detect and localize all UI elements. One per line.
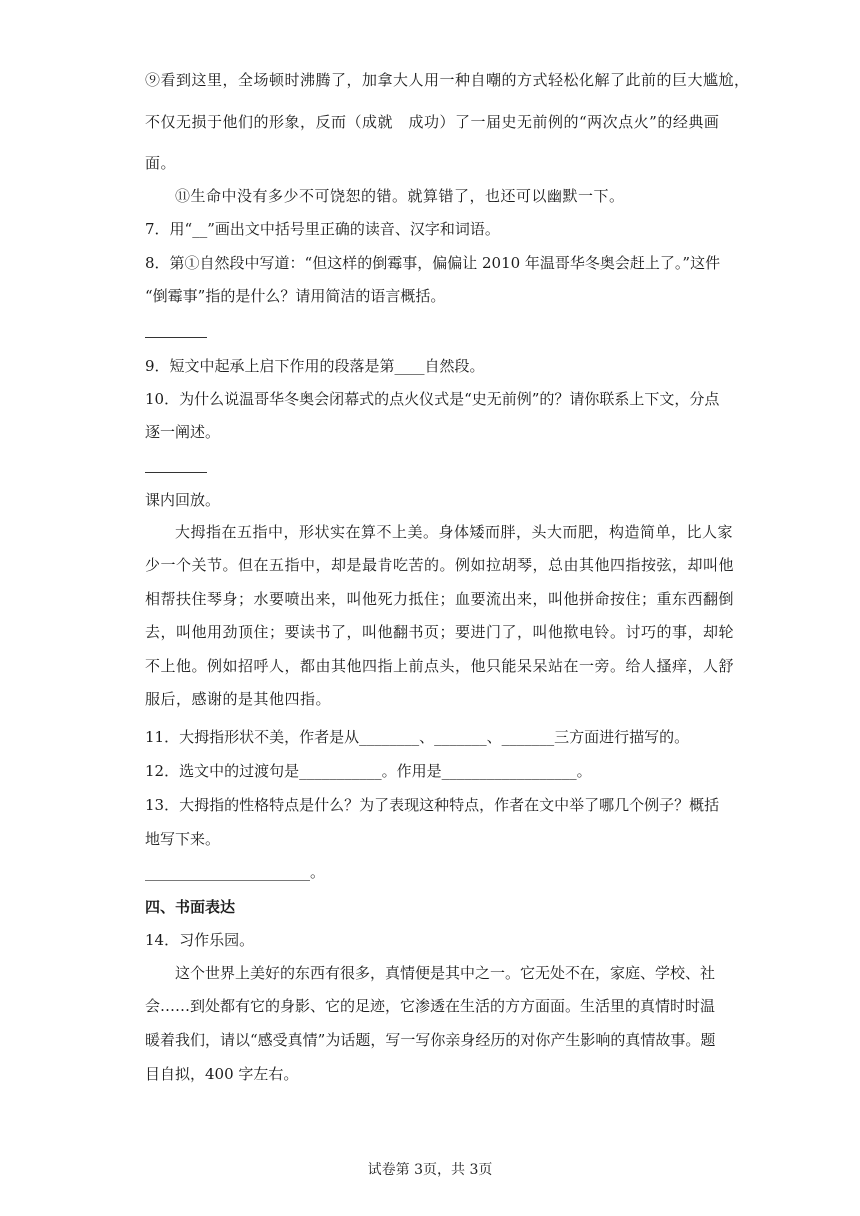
passage-paragraph-9-line-3: 面。 <box>145 154 177 172</box>
question-10-line-1: 10．为什么说温哥华冬奥会闭幕式的点火仪式是“史无前例”的？请你联系上下文，分点 <box>145 390 720 408</box>
review-passage-line-5: 不上他。例如招呼人，都由其他四指上前点头，他只能呆呆站在一旁。给人搔痒，人舒 <box>145 657 735 675</box>
review-passage-line-4: 去，叫他用劲顶住；要读书了，叫他翻书页；要进门了，叫他揿电铃。讨巧的事，却轮 <box>145 623 735 641</box>
passage-paragraph-9-line-1: ⑨看到这里，全场顿时沸腾了，加拿大人用一种自嘲的方式轻松化解了此前的巨大尴尬， <box>145 71 750 89</box>
question-11: 11．大拇指形状不美，作者是从________、_______、_______三方面进行描写的。 <box>145 728 690 746</box>
answer-line-q10 <box>145 472 207 473</box>
question-10-line-2: 逐一阐述。 <box>145 423 221 441</box>
essay-prompt-line-4: 目自拟，400 字左右。 <box>145 1065 299 1083</box>
review-passage-line-1: 大拇指在五指中，形状实在算不上美。身体矮而胖，头大而肥，构造简单，比人家 <box>175 523 734 541</box>
passage-paragraph-11: ⑪生命中没有多少不可饶恕的错。就算错了，也还可以幽默一下。 <box>175 187 625 205</box>
essay-prompt-line-3: 暖着我们，请以“感受真情”为话题，写一写你亲身经历的对你产生影响的真情故事。题 <box>145 1031 716 1049</box>
question-8-line-2: “倒霉事”指的是什么？请用简洁的语言概括。 <box>145 287 446 305</box>
question-9: 9．短文中起承上启下作用的段落是第____自然段。 <box>145 357 485 375</box>
question-13-line-2: 地写下来。 <box>145 830 221 848</box>
essay-prompt-line-1: 这个世界上美好的东西有很多，真情便是其中之一。它无处不在，家庭、学校、社 <box>175 964 716 982</box>
review-heading: 课内回放。 <box>145 491 221 509</box>
review-passage-line-3: 相帮扶住琴身；水要喷出来，叫他死力抵住；血要流出来，叫他拼命按住；重东西翻倒 <box>145 590 735 608</box>
question-13-answer-line: ______________________。 <box>145 863 326 881</box>
question-8-line-1: 8．第①自然段中写道：“但这样的倒霉事，偏偏让 2010 年温哥华冬奥会赶上了。”这件 <box>145 254 721 272</box>
review-passage-line-6: 服后，感谢的是其他四指。 <box>145 690 332 708</box>
question-7: 7．用“__”画出文中括号里正确的读音、汉字和词语。 <box>145 220 500 238</box>
page-footer: 试卷第 3页，共 3页 <box>367 1162 493 1178</box>
question-12: 12．选文中的过渡句是___________。作用是__________________。 <box>145 762 592 780</box>
passage-paragraph-9-line-2: 不仅无损于他们的形象，反而（成就 成功）了一届史无前例的“两次点火”的经典画 <box>145 113 720 131</box>
review-passage-line-2: 少一个关节。但在五指中，却是最肯吃苦的。例如拉胡琴，总由其他四指按弦，却叫他 <box>145 556 735 574</box>
question-13-line-1: 13．大拇指的性格特点是什么？为了表现这种特点，作者在文中举了哪几个例子？概括 <box>145 796 720 814</box>
question-14: 14．习作乐园。 <box>145 931 255 949</box>
section-four-heading: 四、书面表达 <box>145 898 236 916</box>
answer-line-q8 <box>145 337 207 338</box>
essay-prompt-line-2: 会……到处都有它的身影、它的足迹，它渗透在生活的方方面面。生活里的真情时时温 <box>145 997 716 1015</box>
